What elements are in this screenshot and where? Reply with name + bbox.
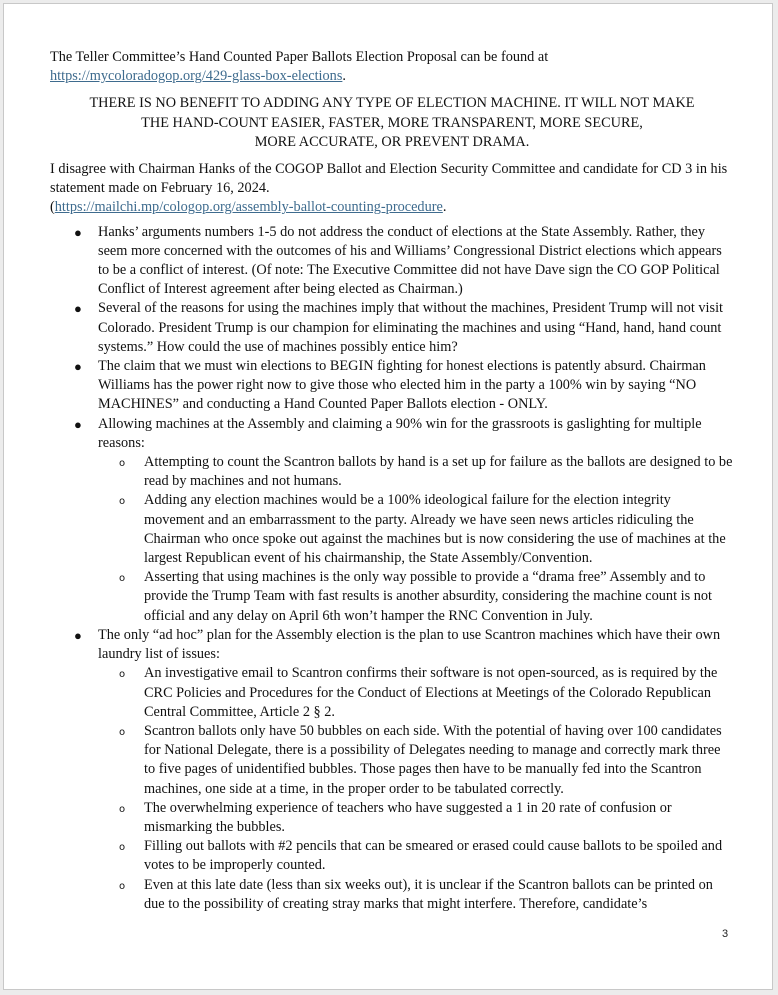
- document-page: [3, 3, 773, 990]
- bullet-marker: ●: [74, 359, 82, 375]
- intro-text: The Teller Committee’s Hand Counted Paper Ballots Election Proposal can be found at: [50, 49, 549, 65]
- open-paren: (: [50, 199, 55, 216]
- glass-box-elections-link[interactable]: https://mycoloradogop.org/429-glass-box-elections: [50, 68, 343, 85]
- sub-list-item-text: An investigative email to Scantron confirms their software is not open-sourced, as is required by the CRC Policies and Procedures for the Conduct of Elections at Meetings of the Colorado Republican Central Committee, Article 2 § 2.: [144, 665, 718, 720]
- list-item-text: Several of the reasons for using the machines imply that without the machines, President Trump will not visit Colorado. President Trump is our champion for eliminating the machines and using “Hand, hand, hand count systems.” How could the use of machines possibly entice him?: [98, 300, 724, 355]
- sub-list-item: [98, 837, 734, 875]
- sub-list-item: [98, 876, 734, 914]
- disagree-paragraph: [50, 160, 734, 218]
- mailchimp-link[interactable]: https://mailchi.mp/cologop.org/assembly-ballot-counting-procedure: [54, 199, 443, 216]
- sub-bullet-marker: o: [119, 880, 126, 892]
- list-item: [50, 223, 734, 300]
- list-item: [50, 299, 734, 357]
- sub-list-item: [98, 722, 734, 799]
- intro-period: .: [342, 68, 346, 85]
- page-number: 3: [722, 928, 729, 940]
- argument-list: [50, 223, 734, 914]
- sub-list-item-text: Adding any election machines would be a 100% ideological failure for the election integrity movement and an embarrassment to the party. Already we have seen news articles ridiculing the Chairman who once spoke out against the machines but is now considering the use of machines at the largest Republican event of his chairmanship, the State Assembly/Convention.: [144, 492, 726, 567]
- sub-list-item: [98, 664, 734, 722]
- sub-list-item: [98, 568, 734, 626]
- sub-list: [98, 453, 734, 626]
- sub-bullet-marker: o: [119, 726, 126, 738]
- bullet-marker: ●: [74, 224, 82, 240]
- sub-bullet-marker: o: [119, 573, 126, 585]
- list-item: [50, 626, 734, 914]
- disagree-text: I disagree with Chairman Hanks of the COGOP Ballot and Election Security Committee and candidate for CD 3 in his statement made on February 16, 2024.: [50, 161, 728, 197]
- list-item-text: The claim that we must win elections to BEGIN fighting for honest elections is patently absurd. Chairman Williams has the power right now to give those who elected him in the party a 100% win by saying “NO MACHINES” and conducting a Hand Counted Paper Ballots election - ONLY.: [98, 358, 706, 413]
- list-item: [50, 357, 734, 415]
- list-item-text: The only “ad hoc” plan for the Assembly election is the plan to use Scantron machines which have their own laundry list of issues:: [98, 626, 721, 663]
- sub-list-item-text: The overwhelming experience of teachers who have suggested a 1 in 20 rate of confusion or mismarking the bubbles.: [144, 799, 672, 835]
- list-item-text: Hanks’ arguments numbers 1-5 do not address the conduct of elections at the State Assembly. Rather, they seem more concerned with the outcomes of his and Williams’ Congressional District elections which appears to be a conflict of interest. (Of note: The Executive Committee did not have Dave sign the CO GOP Political Conflict of Interest agreement after being elected as Chairman.): [98, 223, 722, 298]
- intro-paragraph: [50, 48, 734, 86]
- sub-list-item-text: Asserting that using machines is the only way possible to provide a “drama free” Assembly and to provide the Trump Team with fast results is another absurdity, considering the machine count is not official and any delay on April 6th won’t hamper the RNC Convention in July.: [144, 569, 713, 624]
- page-content: [50, 48, 734, 914]
- sub-list-item: [98, 799, 734, 837]
- banner-line-1: THERE IS NO BENEFIT TO ADDING ANY TYPE OF ELECTION MACHINE. IT WILL NOT MAKE: [89, 95, 695, 112]
- bullet-marker: ●: [74, 627, 82, 643]
- sub-list-item-text: Attempting to count the Scantron ballots by hand is a set up for failure as the ballots are designed to be read by machines and not humans.: [144, 454, 733, 490]
- list-item: [50, 415, 734, 626]
- no-machines-banner: [50, 94, 734, 152]
- sub-list-item: [98, 491, 734, 568]
- banner-line-3: MORE ACCURATE, OR PREVENT DRAMA.: [254, 133, 530, 150]
- sub-bullet-marker: o: [119, 842, 126, 854]
- sub-list-item: [98, 453, 734, 491]
- sub-bullet-marker: o: [119, 496, 126, 508]
- sub-bullet-marker: o: [119, 458, 126, 470]
- sub-list-item-text: Even at this late date (less than six weeks out), it is unclear if the Scantron ballots can be printed on due to the possibility of creating stray marks that might interfere. Therefore, candidate’s: [144, 876, 713, 912]
- list-item-text: Allowing machines at the Assembly and claiming a 90% win for the grassroots is gaslighting for multiple reasons:: [98, 415, 702, 451]
- banner-line-2: THE HAND-COUNT EASIER, FASTER, MORE TRANSPARENT, MORE SECURE,: [141, 114, 643, 131]
- disagree-period: .: [442, 199, 447, 216]
- sub-bullet-marker: o: [119, 669, 126, 681]
- sub-list-item-text: Filling out ballots with #2 pencils that can be smeared or erased could cause ballots to be spoiled and votes to be improperly counted.: [144, 838, 723, 874]
- bullet-marker: ●: [74, 301, 82, 317]
- sub-bullet-marker: o: [119, 803, 126, 815]
- sub-list: [98, 664, 734, 914]
- sub-list-item-text: Scantron ballots only have 50 bubbles on each side. With the potential of having over 100 candidates for National Delegate, there is a possibility of Delegates needing to manage and correctly mark three to five pages of unidentified bubbles. Those pages then have to be manually fed into the Scantron machines, one side at a time, in the proper order to be tabulated correctly.: [144, 722, 722, 797]
- bullet-marker: ●: [74, 416, 82, 432]
